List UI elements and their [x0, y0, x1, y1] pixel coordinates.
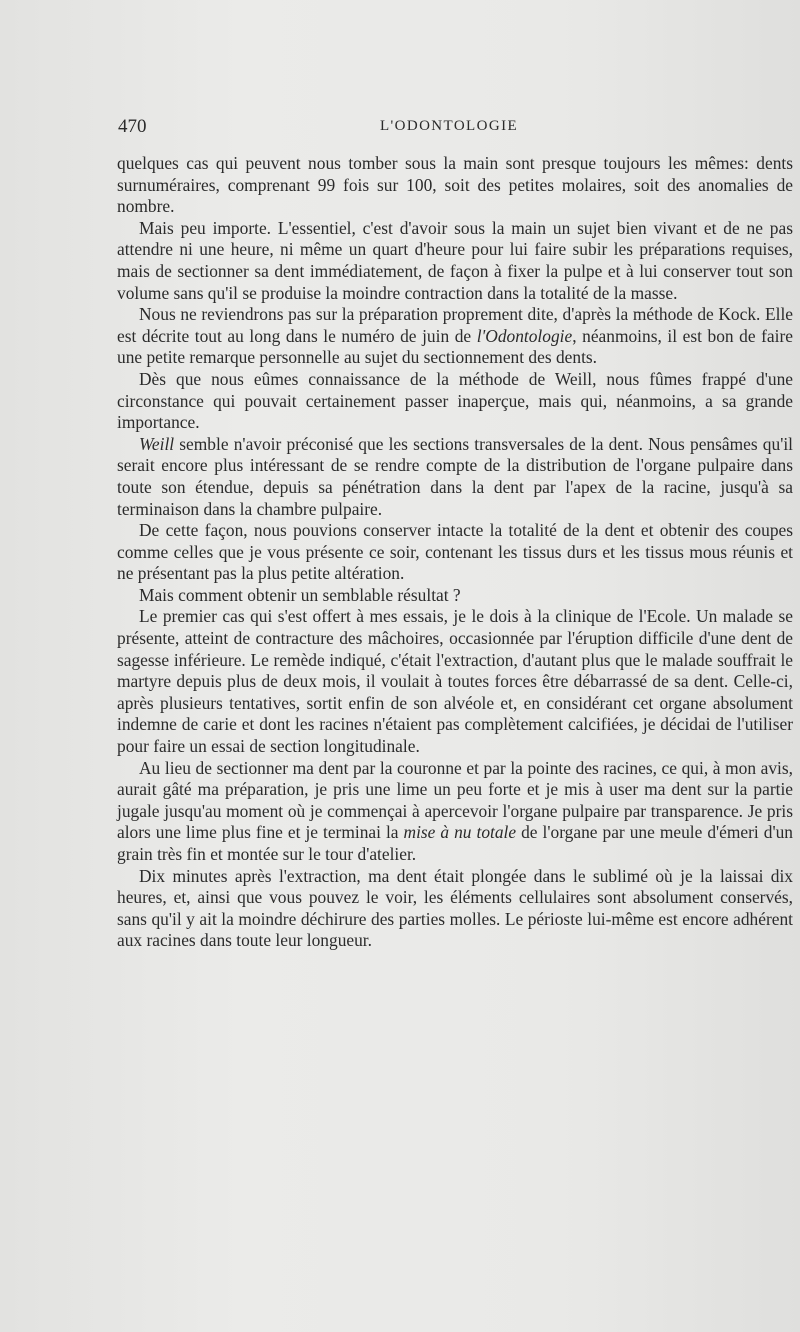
- journal-title-italic: l'Odontologie: [476, 325, 573, 346]
- paragraph-3: Nous ne reviendrons pas sur la préparation proprement dite, d'après la méthode de Kock. Elle est décrite tout au long dans le numéro de juin de l'Odontologie, néanmoins, il est bon de faire une petite remarque personnelle au sujet du sectionnement des dents.: [117, 304, 793, 368]
- author-name-italic: Weill: [139, 433, 175, 454]
- emphasis-italic: mise à nu totale: [403, 822, 517, 843]
- paragraph-6: De cette façon, nous pouvions conserver intacte la totalité de la dent et obtenir des coupes comme celles que je vous présente ce soir, contenant les tissus durs et les tissus mous réunis et ne présentant pas la plus petite altération.: [117, 520, 793, 584]
- page-header: [118, 116, 780, 144]
- paragraph-9: Au lieu de sectionner ma dent par la couronne et par la pointe des racines, ce qui, à mon avis, aurait gâté ma préparation, je pris une lime un peu forte et je mis à user ma dent sur la partie jugale jusqu'au moment où je commençai à apercevoir l'organe pulpaire par transparence. Je pris alors une lime plus fine et je terminai la mise à nu totale de l'organe par une meule d'émeri d'un grain très fin et montée sur le tour d'atelier.: [117, 757, 793, 864]
- paragraph-10: Dix minutes après l'extraction, ma dent était plongée dans le sublimé où je la laissai dix heures, et, ainsi que vous pouvez le voir, les éléments cellulaires sont absolument conservés, sans qu'il y ait la moindre déchirure des parties molles. Le périoste lui-même est encore adhérent aux racines dans toute leur longueur.: [117, 865, 793, 951]
- paragraph-7: Mais comment obtenir un semblable résultat ?: [139, 584, 461, 605]
- paragraph-8: Le premier cas qui s'est offert à mes essais, je le dois à la clinique de l'Ecole. Un malade se présente, atteint de contracture des mâchoires, occasionnée par l'éruption difficile d'une dent de sagesse inférieure. Le remède indiqué, c'était l'extraction, d'autant plus que le malade souffrait le martyre depuis plus de deux mois, il voulait à toutes forces être débarrassé de sa dent. Celle-ci, après plusieurs tentatives, sortit enfin de son alvéole et, en considérant cet organe absolument indemne de carie et dont les racines n'étaient pas complètement calcifiées, je décidai de l'utiliser pour faire un essai de section longitudinale.: [117, 606, 793, 757]
- page-number: 470: [118, 116, 147, 137]
- paragraph-1: quelques cas qui peuvent nous tomber sous la main sont presque toujours les mêmes: dents surnuméraires, comprenant 99 fois sur 100, soit des petites molaires, soit des anomalies de nombre.: [117, 153, 793, 217]
- running-title: L'ODONTOLOGIE: [379, 118, 519, 134]
- paragraph-4: Dès que nous eûmes connaissance de la méthode de Weill, nous fûmes frappé d'une circonstance qui pouvait certainement passer inaperçue, mais qui, néanmoins, a sa grande importance.: [117, 368, 793, 433]
- paragraph-5: Weill semble n'avoir préconisé que les sections transversales de la dent. Nous pensâmes qu'il serait encore plus intéressant de se rendre compte de la distribution de l'organe pulpaire dans toute son étendue, depuis sa pénétration dans la dent par l'apex de la racine, jusqu'à sa terminaison dans la chambre pulpaire.: [117, 433, 793, 519]
- body-text: [117, 153, 793, 952]
- paragraph-2: Mais peu importe. L'essentiel, c'est d'avoir sous la main un sujet bien vivant et de ne pas attendre ni une heure, ni même un quart d'heure pour lui faire subir les préparations requises, mais de sectionner sa dent immédiatement, de façon à fixer la pulpe et à lui conserver tout son volume sans qu'il se produise la moindre contraction dans la totalité de la masse.: [117, 217, 793, 303]
